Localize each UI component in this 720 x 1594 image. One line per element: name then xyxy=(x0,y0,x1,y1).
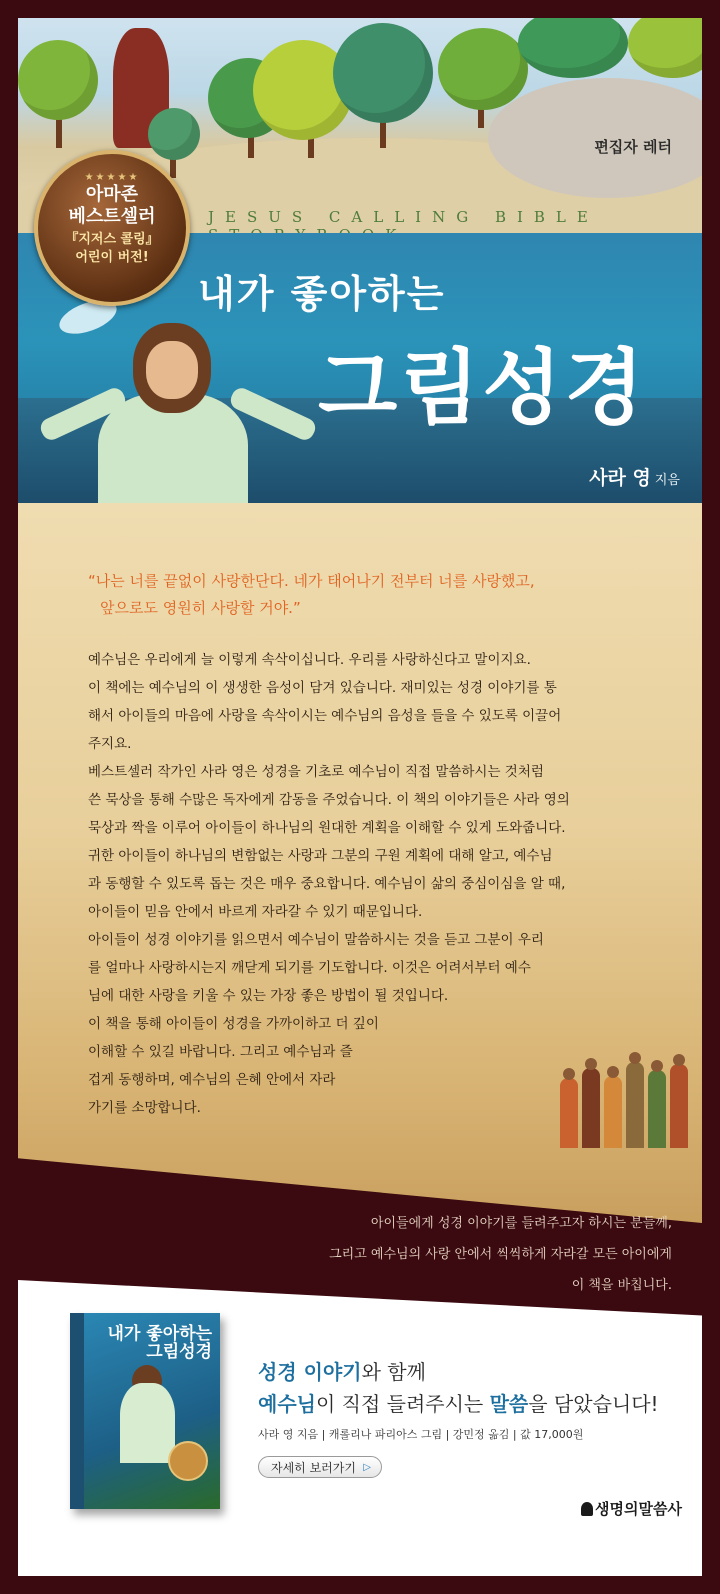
body-line: 이 책에는 예수님의 이 생생한 음성이 담겨 있습니다. 재미있는 성경 이야기를 통 xyxy=(88,680,557,696)
book-credits: 사라 영 지음 | 캐롤리나 파리아스 그림 | 강민정 옮김 | 값 17,000원 xyxy=(258,1428,584,1441)
letter-body xyxy=(88,646,668,1122)
body-line: 를 얼마나 사랑하시는지 깨닫게 되기를 기도합니다. 이것은 어려서부터 예수 xyxy=(88,960,531,976)
publisher-mark-icon xyxy=(581,1502,593,1516)
body-line: 쓴 묵상을 통해 수많은 독자에게 감동을 주었습니다. 이 책의 이야기들은 사라 영의 xyxy=(88,792,570,808)
body-line: 예수님은 우리에게 늘 이렇게 속삭이십니다. 우리를 사랑하신다고 말이지요. xyxy=(88,652,531,668)
body-line: 해서 아이들의 마음에 사랑을 속삭이시는 예수님의 음성을 들을 수 있도록 이끌어 xyxy=(88,708,562,724)
promo-text: 을 담았습니다! xyxy=(528,1392,659,1416)
bestseller-badge xyxy=(34,150,190,306)
promo-text: 와 함께 xyxy=(361,1360,426,1384)
book-cover-image[interactable] xyxy=(70,1313,220,1509)
badge-stars: ★★★★★ xyxy=(84,172,140,183)
promo-highlight: 성경 이야기 xyxy=(258,1360,362,1384)
body-line: 이 책을 통해 아이들이 성경을 가까이하고 더 깊이 xyxy=(88,1016,379,1032)
publisher-name: 생명의말씀사 xyxy=(595,1500,682,1518)
body-line: 겁게 동행하며, 예수님의 은혜 안에서 자라 xyxy=(88,1072,336,1088)
book-cover-badge xyxy=(168,1441,208,1481)
dedication-line: 아이들에게 성경 이야기를 들려주고자 하시는 분들께, xyxy=(370,1216,672,1231)
author-name: 사라 영 xyxy=(589,467,651,489)
body-line: 아이들이 성경 이야기를 읽으면서 예수님이 말씀하시는 것을 듣고 그분이 우리 xyxy=(88,932,544,948)
body-line: 아이들이 믿음 안에서 바르게 자라갈 수 있기 때문입니다. xyxy=(88,904,423,920)
promo-headline-1 xyxy=(258,1356,426,1385)
series-title: JESUS CALLING BIBLE xyxy=(208,208,599,226)
dedication-line: 그리고 예수님의 사랑 안에서 씩씩하게 자라갈 모든 아이에게 xyxy=(329,1247,672,1262)
body-line: 이해할 수 있길 바랍니다. 그리고 예수님과 즐 xyxy=(88,1044,353,1060)
body-line: 주지요. xyxy=(88,736,132,752)
body-line: 베스트셀러 작가인 사라 영은 성경을 기초로 예수님이 직접 말씀하시는 것처럼 xyxy=(88,764,544,780)
body-line: 가기를 소망합니다. xyxy=(88,1100,201,1116)
body-line: 묵상과 짝을 이루어 아이들이 하나님의 원대한 계획을 이해할 수 있게 도와줍니다. xyxy=(88,820,566,836)
publisher-logo[interactable] xyxy=(581,1498,682,1519)
quote-line: “나는 너를 끝없이 사랑한단다. 네가 태어나기 전부터 너를 사랑했고, xyxy=(88,572,535,590)
content-area xyxy=(18,18,702,1576)
body-line: 귀한 아이들이 하나님의 변함없는 사랑과 그분의 구원 계획에 대해 알고, 예수님 xyxy=(88,848,553,864)
promo-highlight: 말씀 xyxy=(489,1392,529,1416)
book-cover-title: 내가 좋아하는 그림성경 xyxy=(107,1324,212,1362)
author-suffix: 지음 xyxy=(654,473,680,488)
badge-line-kids-version: 어린이 버전! xyxy=(75,250,149,265)
quote-line: 앞으로도 영원히 사랑할 거야.” xyxy=(100,599,301,617)
body-line: 과 동행할 수 있도록 돕는 것은 매우 중요합니다. 예수님이 삶의 중심이심을 알 때, xyxy=(88,876,566,892)
book-title: 그림성경 xyxy=(318,341,647,436)
book-subtitle: 내가 좋아하는 xyxy=(198,272,446,316)
play-arrow-icon: ▷ xyxy=(363,1462,371,1473)
editor-letter-label: 편집자 레터 xyxy=(594,138,672,156)
badge-line-bestseller: 베스트셀러 xyxy=(68,206,156,227)
dedication-line: 이 책을 바칩니다. xyxy=(571,1278,672,1293)
view-details-button[interactable] xyxy=(258,1456,382,1478)
promo-headline-2 xyxy=(258,1388,659,1417)
body-line: 님에 대한 사랑을 키울 수 있는 가장 좋은 방법이 될 것입니다. xyxy=(88,988,449,1004)
promo-highlight: 예수님 xyxy=(258,1392,316,1416)
promo-text: 이 직접 들려주시는 xyxy=(315,1392,490,1416)
view-details-label: 자세히 보러가기 xyxy=(271,1461,356,1475)
letter-quote xyxy=(88,568,668,622)
author-credit xyxy=(589,463,680,490)
badge-line-jesus-calling: 『지저스 콜링』 xyxy=(65,232,159,247)
badge-line-amazon: 아마존 xyxy=(85,184,139,205)
dedication xyxy=(152,1208,672,1301)
